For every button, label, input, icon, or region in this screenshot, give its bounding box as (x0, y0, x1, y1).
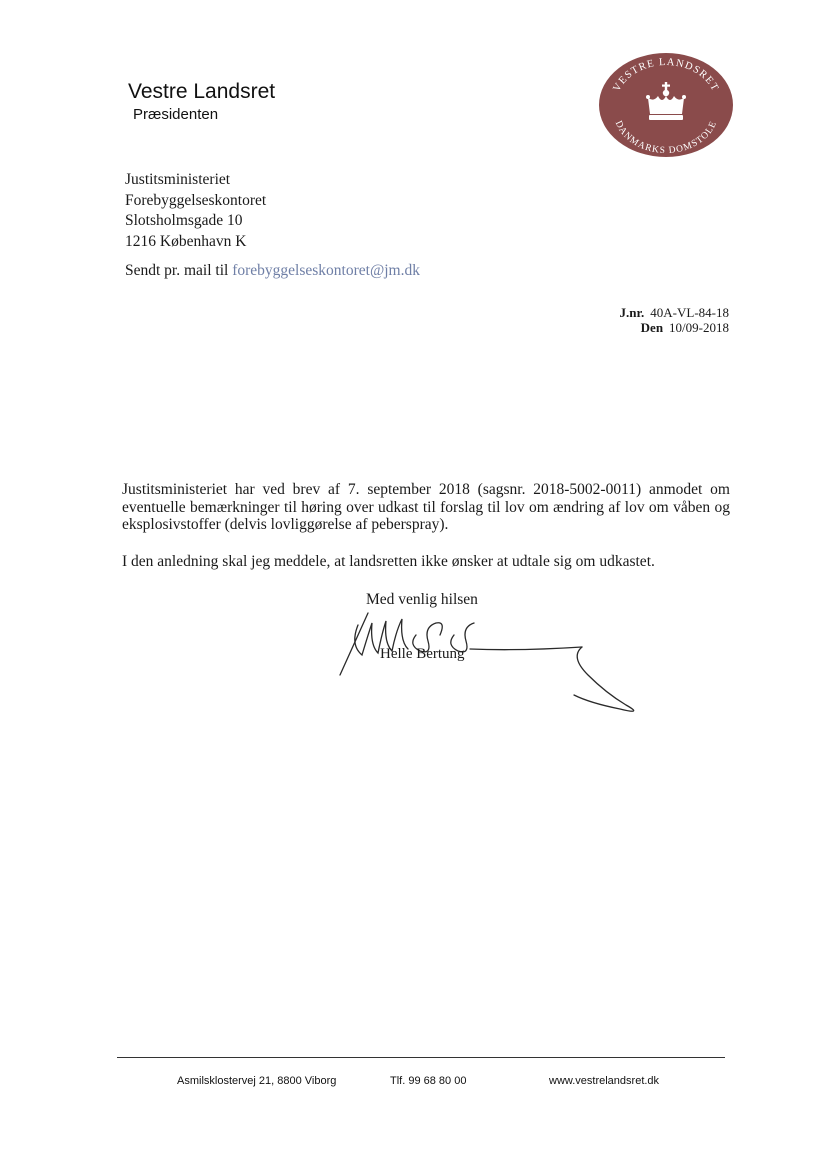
court-name: Vestre Landsret (128, 80, 276, 103)
recipient-line: 1216 København K (125, 232, 247, 250)
footer-website[interactable]: www.vestrelandsret.dk (549, 1075, 660, 1087)
reference-block (619, 305, 729, 335)
sent-label: Sendt pr. mail til (125, 262, 229, 279)
svg-text:DANMARKS DOMSTOLE: DANMARKS DOMSTOLE (612, 119, 720, 157)
jnr-value: 40A-VL-84-18 (650, 305, 729, 320)
email-link[interactable]: forebyggelseskontoret@jm.dk (232, 262, 420, 279)
footer-phone: Tlf. 99 68 80 00 (390, 1075, 467, 1087)
svg-text:VESTRE LANDSRET: VESTRE LANDSRET (611, 56, 721, 94)
court-subtitle: Præsidenten (133, 106, 219, 123)
court-seal-logo (598, 52, 734, 158)
footer-divider (117, 1057, 725, 1058)
recipient-line: Forebyggelseskontoret (125, 191, 267, 209)
date-label: Den (640, 320, 664, 335)
footer-address: Asmilsklostervej 21, 8800 Viborg (177, 1075, 337, 1087)
body-paragraph: I den anledning skal jeg meddele, at landsretten ikke ønsker at udtale sig om udkastet. (122, 553, 655, 570)
recipient-address (125, 170, 266, 252)
closing-greeting: Med venlig hilsen (366, 591, 478, 608)
jnr-label: J.nr. (619, 305, 645, 320)
date-value: 10/09-2018 (669, 320, 729, 335)
signer-name: Helle Bertung (380, 646, 465, 662)
recipient-line: Slotsholmsgade 10 (125, 212, 243, 229)
recipient-line: Justitsministeriet (125, 171, 231, 188)
body-paragraph: Justitsministeriet har ved brev af 7. september 2018 (sagsnr. 2018-5002-0011) anmodet om eventuelle bemærkninger til høring over udkast til forslag til lov om ændring af lov om våben og eksplosivstoffer (delvis lovliggørelse af peberspray). (122, 481, 730, 533)
handwritten-signature (320, 605, 660, 725)
sent-by-mail (125, 262, 420, 280)
